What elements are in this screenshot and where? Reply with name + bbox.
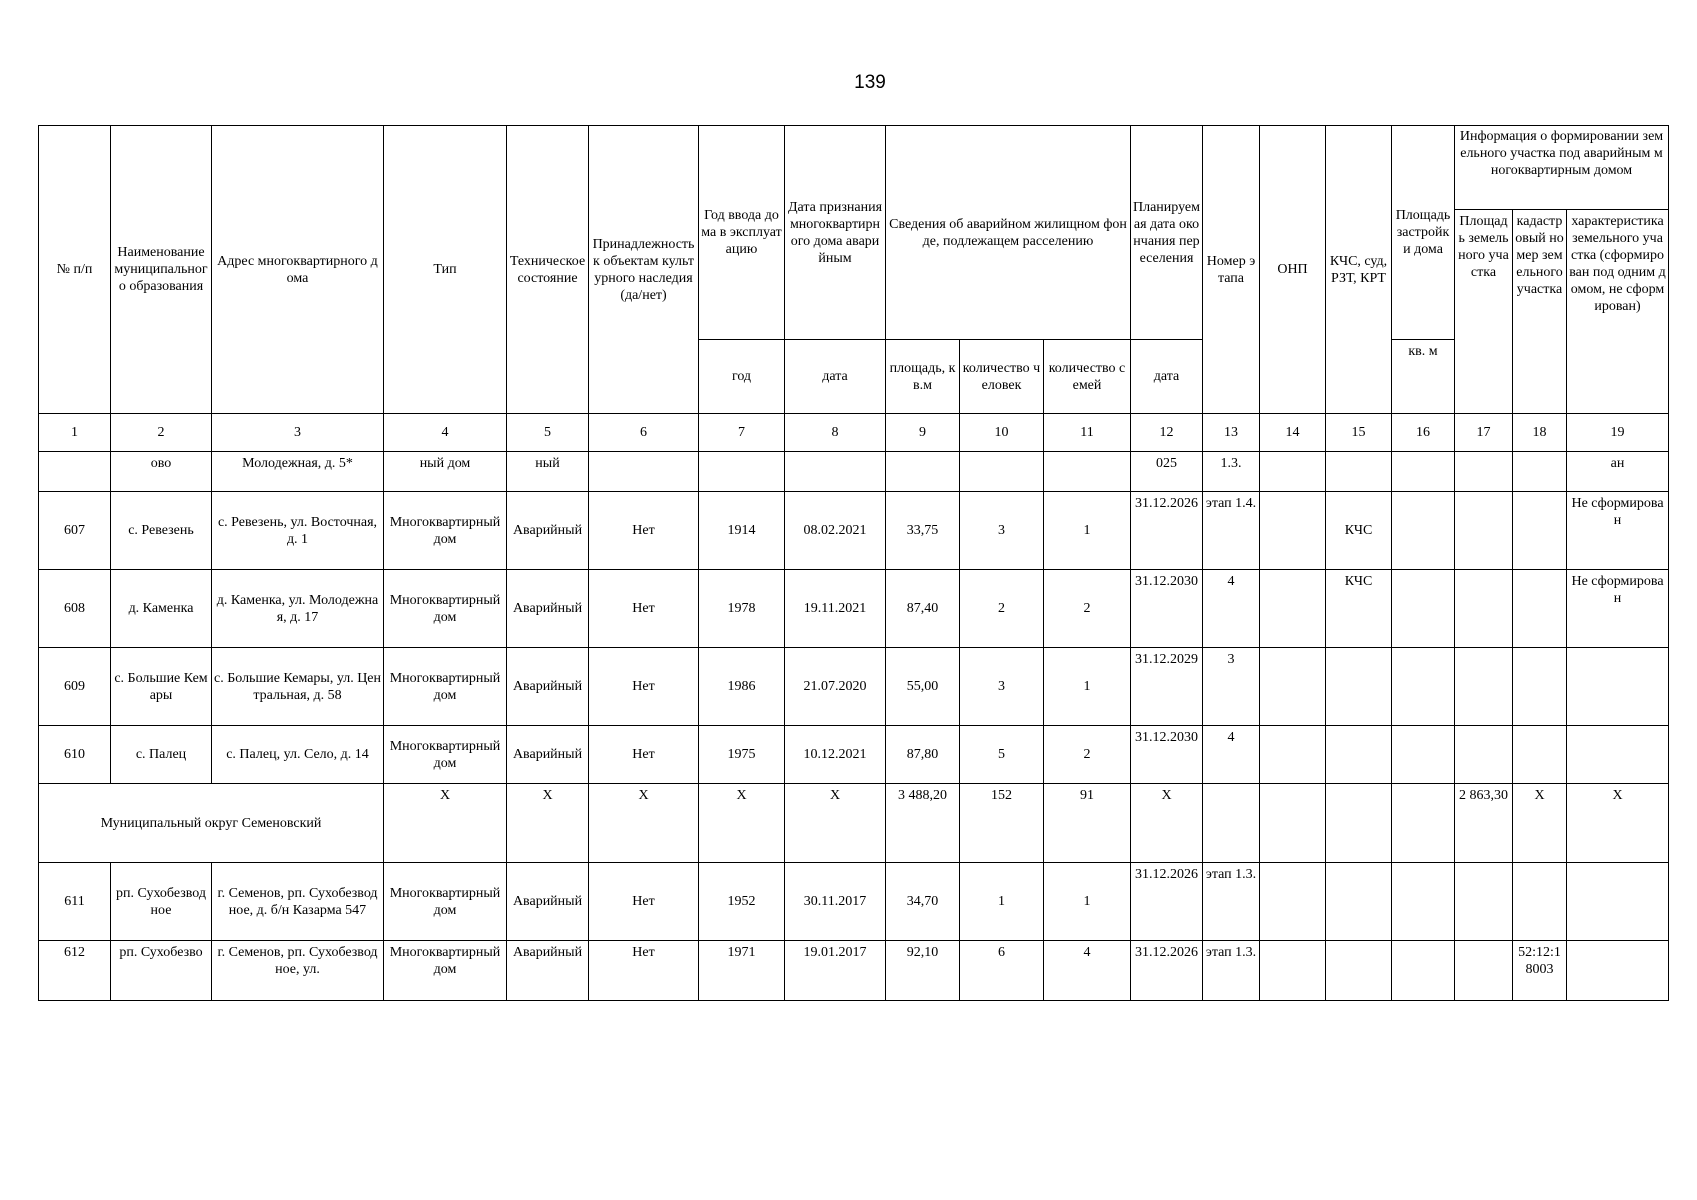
header-build-area: Площадь застройки дома [1392,126,1455,340]
header-stage: Номер этапа [1203,126,1260,414]
cell-address: Молодежная, д. 5* [212,452,384,492]
cell-planned-date: 025 [1131,452,1203,492]
cell-land-char [1567,941,1669,1001]
column-number: 16 [1392,414,1455,452]
cell-planned-date: 31.12.2026 [1131,492,1203,570]
cell-onp [1260,452,1326,492]
column-number: 6 [589,414,699,452]
cell-type: ный дом [384,452,507,492]
cell-stage: этап 1.3. [1203,941,1260,1001]
cell-year [699,452,785,492]
cell-municipality: с. Ревезень [111,492,212,570]
cell-build-area [1392,570,1455,648]
header-year-built: Год ввода дома в эксплуатацию [699,126,785,340]
column-number: 12 [1131,414,1203,452]
summary-people: 152 [960,784,1044,863]
cell-kchs: КЧС [1326,570,1392,648]
cell-num: 607 [39,492,111,570]
subheader-sqm16: кв. м [1392,340,1455,414]
summary-area: 3 488,20 [886,784,960,863]
summary-stage [1203,784,1260,863]
cell-families: 2 [1044,726,1131,784]
subheader-date2: дата [1131,340,1203,414]
cell-date [785,452,886,492]
column-number: 11 [1044,414,1131,452]
cell-onp [1260,492,1326,570]
column-number: 15 [1326,414,1392,452]
header-land-info: Информация о формировании земельного участка под аварийным многоквартирным домом [1455,126,1669,210]
header-land-char: характеристика земельного участка (сформирован под одним домом, не сформирован) [1567,210,1669,414]
cell-cadastral [1513,648,1567,726]
cell-address: г. Семенов, рп. Сухобезводное, ул. [212,941,384,1001]
cell-build-area [1392,863,1455,941]
cell-onp [1260,941,1326,1001]
cell-land-char: Не сформирован [1567,492,1669,570]
cell-land-area [1455,452,1513,492]
header-tech-state: Техническое состояние [507,126,589,414]
cell-land-area [1455,863,1513,941]
cell-type: Многоквартирный дом [384,648,507,726]
cell-land-char: ан [1567,452,1669,492]
cell-cadastral [1513,863,1567,941]
cell-kchs [1326,452,1392,492]
column-number: 14 [1260,414,1326,452]
cell-date: 19.01.2017 [785,941,886,1001]
column-number: 8 [785,414,886,452]
cell-stage: 4 [1203,726,1260,784]
cell-stage: 3 [1203,648,1260,726]
column-number: 7 [699,414,785,452]
cell-people: 2 [960,570,1044,648]
cell-tech-state: ный [507,452,589,492]
cell-kchs [1326,726,1392,784]
cell-people: 3 [960,492,1044,570]
cell-people: 6 [960,941,1044,1001]
header-onp: ОНП [1260,126,1326,414]
column-number: 13 [1203,414,1260,452]
table-row [39,941,1669,1001]
header-type: Тип [384,126,507,414]
summary-planned: X [1131,784,1203,863]
cell-stage: этап 1.3. [1203,863,1260,941]
cell-type: Многоквартирный дом [384,570,507,648]
cell-land-area [1455,648,1513,726]
column-number: 19 [1567,414,1669,452]
cell-kchs [1326,863,1392,941]
summary-build-area [1392,784,1455,863]
cell-year: 1971 [699,941,785,1001]
cell-tech-state: Аварийный [507,863,589,941]
cell-cadastral [1513,492,1567,570]
cell-stage: 1.3. [1203,452,1260,492]
cell-planned-date: 31.12.2030 [1131,570,1203,648]
table-row [39,863,1669,941]
cell-tech-state: Аварийный [507,726,589,784]
header-num: № п/п [39,126,111,414]
column-number-row [39,414,1669,452]
summary-heritage: X [589,784,699,863]
cell-year: 1986 [699,648,785,726]
cell-kchs: КЧС [1326,492,1392,570]
cell-address: с. Большие Кемары, ул. Центральная, д. 58 [212,648,384,726]
subheader-area: площадь, кв.м [886,340,960,414]
cell-date: 08.02.2021 [785,492,886,570]
column-number: 3 [212,414,384,452]
header-resettle-info: Сведения об аварийном жилищном фонде, подлежащем расселению [886,126,1131,340]
cell-num: 608 [39,570,111,648]
subheader-people: количество человек [960,340,1044,414]
cell-municipality: ово [111,452,212,492]
cell-families [1044,452,1131,492]
cell-people: 5 [960,726,1044,784]
cell-planned-date: 31.12.2029 [1131,648,1203,726]
cell-date: 19.11.2021 [785,570,886,648]
cell-planned-date: 31.12.2030 [1131,726,1203,784]
cell-heritage [589,452,699,492]
cell-people [960,452,1044,492]
emergency-housing-table [38,125,1669,1001]
cell-onp [1260,648,1326,726]
table-row [39,452,1669,492]
cell-tech-state: Аварийный [507,570,589,648]
cell-heritage: Нет [589,863,699,941]
column-number: 4 [384,414,507,452]
cell-onp [1260,570,1326,648]
table-row [39,492,1669,570]
cell-cadastral [1513,570,1567,648]
cell-address: с. Ревезень, ул. Восточная, д. 1 [212,492,384,570]
summary-cadastral: X [1513,784,1567,863]
column-number: 18 [1513,414,1567,452]
cell-land-area [1455,941,1513,1001]
summary-onp [1260,784,1326,863]
cell-heritage: Нет [589,570,699,648]
cell-stage: этап 1.4. [1203,492,1260,570]
table-row [39,570,1669,648]
cell-date: 10.12.2021 [785,726,886,784]
cell-num: 609 [39,648,111,726]
cell-land-char: Не сформирован [1567,570,1669,648]
cell-build-area [1392,726,1455,784]
table-row [39,648,1669,726]
cell-address: г. Семенов, рп. Сухобезводное, д. б/н Казарма 547 [212,863,384,941]
cell-land-char [1567,863,1669,941]
cell-people: 1 [960,863,1044,941]
header-planned-date: Планируемая дата окончания переселения [1131,126,1203,340]
cell-year: 1952 [699,863,785,941]
cell-type: Многоквартирный дом [384,726,507,784]
cell-families: 1 [1044,492,1131,570]
cell-area: 92,10 [886,941,960,1001]
cell-tech-state: Аварийный [507,648,589,726]
cell-cadastral [1513,452,1567,492]
cell-num [39,452,111,492]
cell-heritage: Нет [589,726,699,784]
cell-onp [1260,863,1326,941]
table-row [39,726,1669,784]
cell-area: 87,40 [886,570,960,648]
column-number: 5 [507,414,589,452]
cell-families: 1 [1044,863,1131,941]
cell-num: 612 [39,941,111,1001]
cell-build-area [1392,648,1455,726]
summary-row [39,784,1669,863]
cell-land-char [1567,726,1669,784]
summary-date: X [785,784,886,863]
cell-num: 610 [39,726,111,784]
cell-year: 1978 [699,570,785,648]
column-number: 1 [39,414,111,452]
cell-land-char [1567,648,1669,726]
summary-families: 91 [1044,784,1131,863]
cell-area [886,452,960,492]
cell-planned-date: 31.12.2026 [1131,941,1203,1001]
cell-municipality: д. Каменка [111,570,212,648]
header-kchs: КЧС, суд, РЗТ, КРТ [1326,126,1392,414]
subheader-families: количество семей [1044,340,1131,414]
summary-state: X [507,784,589,863]
cell-municipality: рп. Сухобезводное [111,863,212,941]
header-date-emergency: Дата признания многоквартирного дома аварийным [785,126,886,340]
cell-kchs [1326,941,1392,1001]
header-address: Адрес многоквартирного дома [212,126,384,414]
cell-families: 1 [1044,648,1131,726]
subheader-date: дата [785,340,886,414]
cell-land-area [1455,726,1513,784]
cell-stage: 4 [1203,570,1260,648]
cell-kchs [1326,648,1392,726]
cell-land-area [1455,492,1513,570]
header-land-area: Площадь земельного участка [1455,210,1513,414]
cell-municipality: с. Палец [111,726,212,784]
cell-heritage: Нет [589,648,699,726]
cell-people: 3 [960,648,1044,726]
cell-year: 1975 [699,726,785,784]
cell-type: Многоквартирный дом [384,863,507,941]
column-number: 17 [1455,414,1513,452]
cell-heritage: Нет [589,492,699,570]
cell-cadastral [1513,726,1567,784]
cell-onp [1260,726,1326,784]
summary-type: X [384,784,507,863]
cell-cadastral: 52:12:18003 [1513,941,1567,1001]
cell-heritage: Нет [589,941,699,1001]
cell-num: 611 [39,863,111,941]
summary-kchs [1326,784,1392,863]
column-number: 9 [886,414,960,452]
cell-area: 55,00 [886,648,960,726]
page-number: 139 [854,72,886,93]
cell-municipality: с. Большие Кемары [111,648,212,726]
subheader-year: год [699,340,785,414]
cell-tech-state: Аварийный [507,492,589,570]
cell-area: 33,75 [886,492,960,570]
cell-address: д. Каменка, ул. Молодежная, д. 17 [212,570,384,648]
cell-build-area [1392,941,1455,1001]
cell-date: 30.11.2017 [785,863,886,941]
summary-land-area: 2 863,30 [1455,784,1513,863]
cell-land-area [1455,570,1513,648]
cell-municipality: рп. Сухобезво [111,941,212,1001]
summary-land-char: X [1567,784,1669,863]
cell-build-area [1392,492,1455,570]
cell-families: 4 [1044,941,1131,1001]
cell-families: 2 [1044,570,1131,648]
cell-tech-state: Аварийный [507,941,589,1001]
summary-label: Муниципальный округ Семеновский [39,784,384,863]
cell-type: Многоквартирный дом [384,492,507,570]
cell-year: 1914 [699,492,785,570]
column-number: 2 [111,414,212,452]
cell-date: 21.07.2020 [785,648,886,726]
cell-area: 34,70 [886,863,960,941]
header-municipality: Наименование муниципального образования [111,126,212,414]
header-cadastral: кадастровый номер земельного участка [1513,210,1567,414]
cell-area: 87,80 [886,726,960,784]
cell-type: Многоквартирный дом [384,941,507,1001]
cell-address: с. Палец, ул. Село, д. 14 [212,726,384,784]
cell-build-area [1392,452,1455,492]
cell-planned-date: 31.12.2026 [1131,863,1203,941]
header-heritage: Принадлежность к объектам культурного наследия (да/нет) [589,126,699,414]
summary-year: X [699,784,785,863]
column-number: 10 [960,414,1044,452]
